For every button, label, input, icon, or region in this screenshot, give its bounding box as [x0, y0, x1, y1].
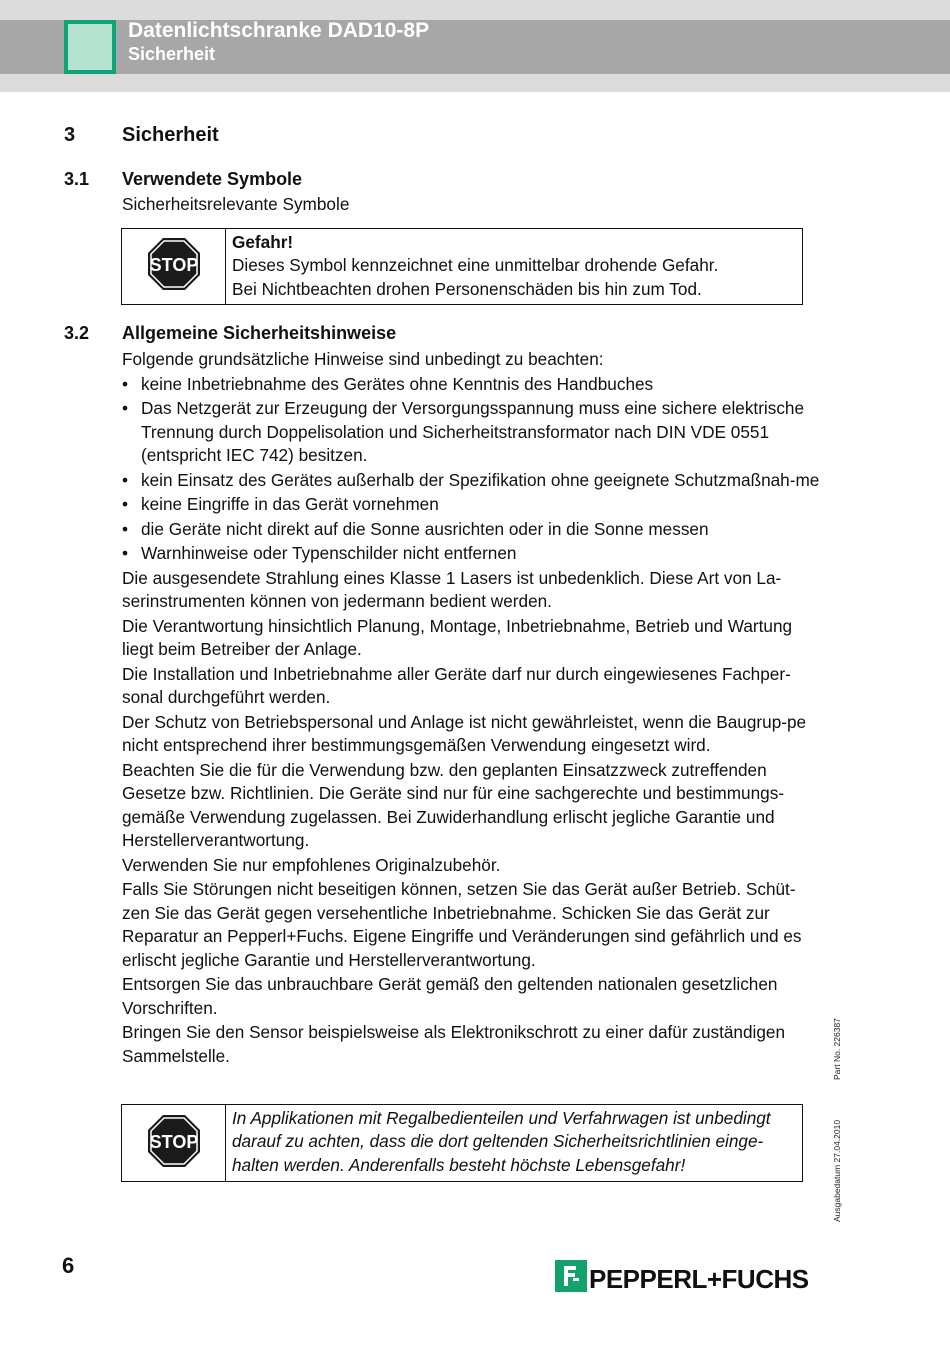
warning-notice-text: In Applikationen mit Regalbedienteilen und Verfahrwagen ist unbedingt darauf zu achten, dass die dort geltenden Sicherheitsrichtlinien einge-halten werden. Anderenfalls besteht höchste Lebensgefahr!	[232, 1108, 771, 1175]
paragraph: Die ausgesendete Strahlung eines Klasse 1 Lasers ist unbedenklich. Diese Art von La-serinstrumenten können von jedermann bedient werden.	[122, 567, 782, 611]
section-3-2-title: Allgemeine Sicherheitshinweise	[122, 323, 397, 343]
header-title: Datenlichtschranke DAD10-8P	[128, 19, 430, 42]
safety-bullet-list	[122, 373, 822, 566]
section-3-2-body	[122, 348, 822, 1069]
section-3-1-title: Verwendete Symbole	[122, 169, 303, 189]
part-number: Part No. 226387	[832, 1018, 842, 1080]
danger-line-1: Dieses Symbol kennzeichnet eine unmittelbar drohende Gefahr.	[232, 255, 719, 276]
issue-date: Ausgabedatum 27.04.2010	[832, 1119, 842, 1222]
paragraph: Falls Sie Störungen nicht beseitigen können, setzen Sie das Gerät außer Betrieb. Schüt-zen Sie das Gerät gegen versehentliche Inbetriebnahme. Schicken Sie das Gerät zur Reparatur an Pepperl+Fuchs. Eigene Eingriffe und Veränderungen sind gefährlich und es erlischt jegliche Garantie und Herstellerverantwortung.	[122, 879, 802, 970]
stop-icon-cell	[122, 1105, 226, 1181]
warning-notice-box	[121, 1104, 803, 1182]
page-header	[0, 0, 950, 92]
list-item: • keine Eingriffe in das Gerät vornehmen	[122, 493, 822, 517]
paragraph: Die Verantwortung hinsichtlich Planung, Montage, Inbetriebnahme, Betrieb und Wartung liegt beim Betreiber der Anlage.	[122, 615, 793, 659]
paragraph: Beachten Sie die für die Verwendung bzw. den geplanten Einsatzzweck zutreffenden Gesetze bzw. Richtlinien. Die Geräte sind nur für eine sachgerechte und bestimmungs-gemäße Verwendung zugelassen. Bei Zuwiderhandlung erlischt jegliche Garantie und Herstellerverantwortung.	[122, 759, 785, 850]
danger-notice-text	[232, 231, 798, 301]
section-3-2-number: 3.2	[64, 323, 90, 343]
list-item: • Warnhinweise oder Typenschilder nicht entfernen	[122, 542, 822, 566]
stop-sign-label: STOP	[149, 1132, 199, 1152]
stop-icon-cell	[122, 229, 226, 304]
brand-mark-icon	[555, 1260, 587, 1292]
paragraph: Der Schutz von Betriebspersonal und Anlage ist nicht gewährleistet, wenn die Baugrup-pe nicht entsprechend ihrer bestimmungsgemäßen Verwendung eingesetzt wird.	[122, 711, 807, 755]
section-3-number: 3	[64, 124, 76, 146]
section-3-1-intro: Sicherheitsrelevante Symbole	[122, 194, 350, 214]
paragraph: Bringen Sie den Sensor beispielsweise als Elektronikschrott zu einer dafür zuständigen Sammelstelle.	[122, 1022, 786, 1066]
paragraph: Verwenden Sie nur empfohlenes Originalzubehör.	[122, 854, 501, 875]
list-item: • die Geräte nicht direkt auf die Sonne ausrichten oder in die Sonne messen	[122, 518, 822, 542]
header-subtitle: Sicherheit	[128, 44, 216, 64]
section-3-2-intro: Folgende grundsätzliche Hinweise sind unbedingt zu beachten:	[122, 349, 604, 369]
danger-heading: Gefahr!	[232, 232, 294, 252]
header-logo-square	[64, 20, 116, 74]
brand-logo	[555, 1260, 825, 1296]
paragraph: Die Installation und Inbetriebnahme aller Geräte darf nur durch eingewiesenes Fachper-sonal durchgeführt werden.	[122, 663, 791, 707]
brand-name: PEPPERL+FUCHS	[589, 1264, 809, 1294]
list-item: • kein Einsatz des Gerätes außerhalb der Spezifikation ohne geeignete Schutzmaßnah-me	[122, 469, 822, 493]
stop-sign-icon	[147, 1114, 201, 1168]
danger-line-2: Bei Nichtbeachten drohen Personenschäden bis hin zum Tod.	[232, 278, 702, 299]
page-number: 6	[62, 1253, 75, 1278]
section-3-title: Sicherheit	[122, 124, 219, 146]
stop-sign-icon	[147, 237, 201, 291]
list-item: • Das Netzgerät zur Erzeugung der Versorgungsspannung muss eine sichere elektrische Trennung durch Doppelisolation und Sicherheitstransformator nach DIN VDE 0551 (entspricht IEC 742) besitzen.	[122, 397, 822, 468]
list-item: • keine Inbetriebnahme des Gerätes ohne Kenntnis des Handbuches	[122, 373, 822, 397]
section-3-1-number: 3.1	[64, 169, 90, 189]
paragraph: Entsorgen Sie das unbrauchbare Gerät gemäß den geltenden nationalen gesetzlichen Vorschriften.	[122, 974, 778, 1018]
danger-notice-box	[121, 228, 803, 305]
stop-sign-label: STOP	[149, 255, 199, 275]
